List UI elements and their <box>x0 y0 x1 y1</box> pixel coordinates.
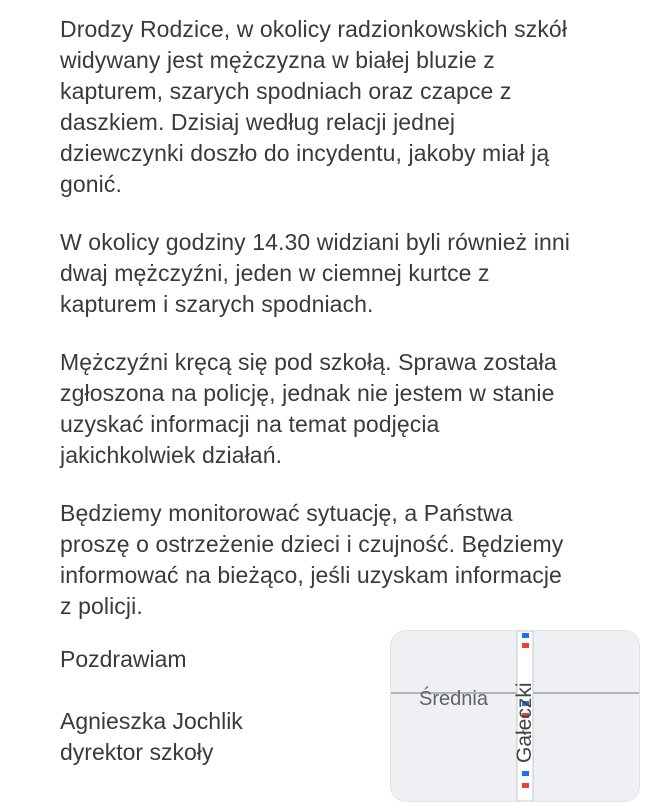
text-line: Mężczyźni kręcą się pod szkołą. Sprawa została <box>60 349 557 375</box>
street-label-srednia: Średnia <box>419 688 488 710</box>
text-line: dwaj mężczyźni, jeden w ciemnej kurtce z <box>60 260 490 286</box>
street-label-galeczki: Gałeczki <box>513 682 536 763</box>
text-line: widywany jest mężczyzna w białej bluzie z <box>60 47 495 73</box>
text-line: W okolicy godziny 14.30 widziani byli również inni <box>60 229 570 255</box>
text-line: uzyskać informacji na temat podjęcia <box>60 411 440 437</box>
text-line: zgłoszona na policję, jednak nie jestem w stanie <box>60 380 555 406</box>
text-line: jakichkolwiek działań. <box>60 442 283 468</box>
paragraph-4 <box>60 498 650 622</box>
text-line: z policji. <box>60 593 143 619</box>
greeting-text: Pozdrawiam <box>60 646 187 672</box>
map-preview[interactable] <box>390 630 640 802</box>
message-body <box>60 14 650 649</box>
text-line: informować na bieżąco, jeśli uzyskam informacje <box>60 562 562 588</box>
route-marker <box>522 783 529 788</box>
text-line: kapturem i szarych spodniach. <box>60 291 374 317</box>
text-line: Będziemy monitorować sytuację, a Państwa <box>60 500 513 526</box>
paragraph-1 <box>60 14 650 200</box>
text-line: dziewczynki doszło do incydentu, jakoby miał ją <box>60 140 550 166</box>
text-line: daszkiem. Dzisiaj według relacji jednej <box>60 109 456 135</box>
text-line: Drodzy Rodzice, w okolicy radzionkowskich szkół <box>60 16 568 42</box>
text-line: kapturem, szarych spodniach oraz czapce z <box>60 78 512 104</box>
route-marker <box>522 633 529 638</box>
text-line: gonić. <box>60 171 122 197</box>
signoff <box>60 644 243 768</box>
paragraph-3 <box>60 347 650 471</box>
signature-name: Agnieszka Jochlik <box>60 708 243 734</box>
text-line: proszę o ostrzeżenie dzieci i czujność. Będziemy <box>60 531 564 557</box>
paragraph-2 <box>60 227 650 320</box>
signature-title: dyrektor szkoły <box>60 739 214 765</box>
route-marker <box>522 643 529 648</box>
